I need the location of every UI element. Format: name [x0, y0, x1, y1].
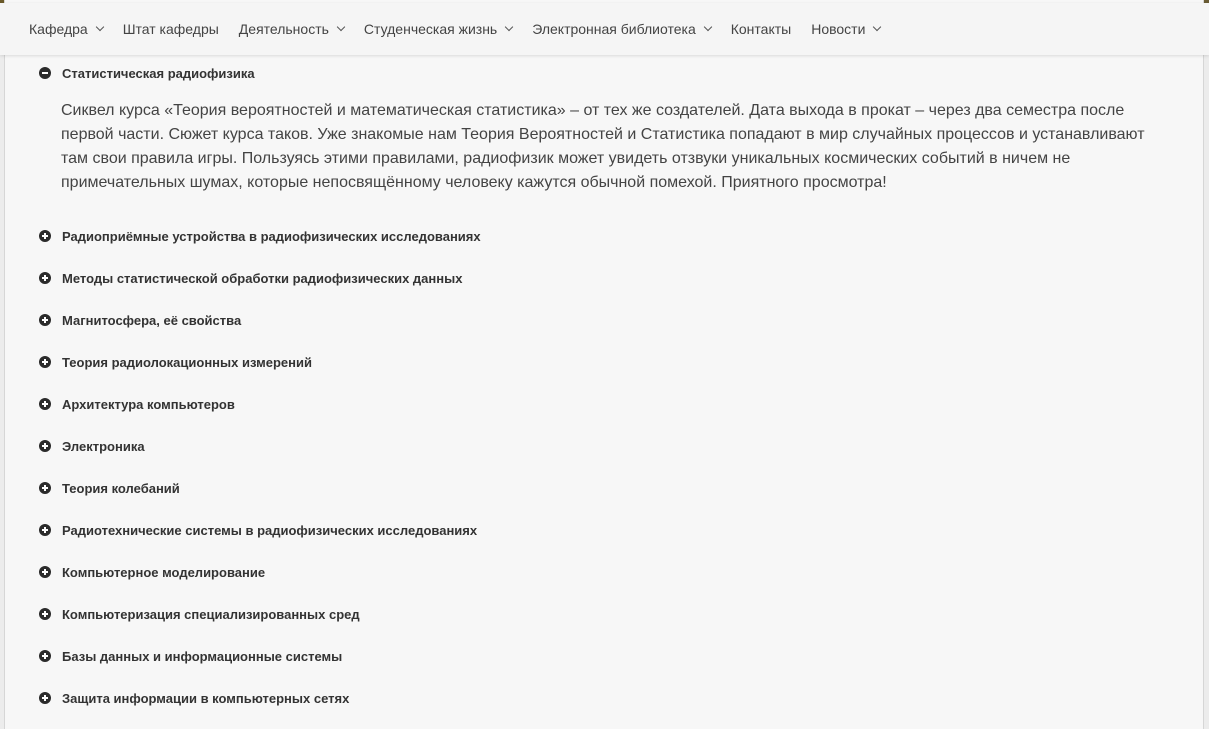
accordion-item	[5, 635, 1205, 677]
nav-item-5[interactable]	[532, 21, 711, 37]
accordion-item	[5, 509, 1205, 551]
accordion-item	[5, 383, 1205, 425]
accordion-title: Архитектура компьютеров	[62, 396, 235, 412]
accordion-title: Теория радиолокационных измерений	[62, 354, 312, 370]
chevron-down-icon	[873, 23, 881, 31]
accordion-body: Сиквел курса «Теория вероятностей и математическая статистика» – от тех же создателей. Дата выхода в прокат – через два семестра после первой части. Сюжет курса таков. Уже знакомые нам Теория Вероятностей и Статистика попадают в мир случайных процессов и устанавливают там свои правила игры. Пользуясь этими правилами, радиофизик может увидеть отзвуки уникальных космических событий в ничем не примечательных шумах, которые непосвящённому человеку кажутся обычной помехой. Приятного просмотра!	[61, 102, 1145, 191]
accordion-header[interactable]	[5, 509, 1205, 551]
nav-item-2[interactable]	[123, 21, 219, 37]
accordion-title: Электроника	[62, 438, 145, 454]
accordion-header[interactable]	[5, 593, 1205, 635]
accordion-title: Методы статистической обработки радиофизических данных	[62, 270, 463, 286]
chevron-down-icon	[95, 23, 103, 31]
accordion-title: Компьютеризация специализированных сред	[62, 606, 360, 622]
accordion-header[interactable]	[5, 677, 1205, 719]
plus-circle-icon	[39, 692, 51, 704]
nav-item-label: Студенческая жизнь	[363, 21, 498, 37]
main-navbar	[0, 3, 1209, 55]
accordion-title: Радиотехнические системы в радиофизических исследованиях	[62, 522, 478, 538]
nav-item-label: Новости	[811, 21, 866, 37]
accordion-title: Статистическая радиофизика	[62, 65, 255, 81]
accordion-title: Защита информации в компьютерных сетях	[62, 690, 350, 706]
plus-circle-icon	[39, 650, 51, 662]
accordion-header[interactable]	[5, 55, 1205, 91]
accordion-title: Базы данных и информационные системы	[62, 648, 343, 664]
accordion-item	[5, 341, 1205, 383]
nav-item-label: Кафедра	[29, 21, 88, 37]
accordion-header[interactable]	[5, 635, 1205, 677]
accordion-item	[5, 677, 1205, 719]
accordion-item	[5, 467, 1205, 509]
accordion-header[interactable]	[5, 383, 1205, 425]
plus-circle-icon	[39, 272, 51, 284]
nav-menu	[0, 3, 1209, 55]
nav-item-label: Контакты	[730, 21, 792, 37]
nav-item-label: Деятельность	[238, 21, 329, 37]
accordion-item	[5, 593, 1205, 635]
accordion-title: Компьютерное моделирование	[62, 564, 266, 580]
nav-item-6[interactable]	[731, 21, 791, 37]
plus-circle-icon	[39, 230, 51, 242]
plus-circle-icon	[39, 608, 51, 620]
nav-item-label: Электронная библиотека	[532, 21, 696, 37]
accordion-item	[5, 299, 1205, 341]
accordion-item	[5, 425, 1205, 467]
accordion-header[interactable]	[5, 257, 1205, 299]
accordion-collapsed-list	[5, 215, 1205, 719]
accordion-item	[5, 215, 1205, 257]
accordion-title: Теория колебаний	[62, 480, 180, 496]
accordion-header[interactable]	[5, 551, 1205, 593]
chevron-down-icon	[337, 23, 345, 31]
accordion-title: Магнитосфера, её свойства	[62, 312, 242, 328]
nav-item-4[interactable]	[364, 21, 512, 37]
accordion-header[interactable]	[5, 341, 1205, 383]
accordion-header[interactable]	[5, 215, 1205, 257]
nav-item-label: Штат кафедры	[122, 21, 219, 37]
plus-circle-icon	[39, 524, 51, 536]
nav-item-1[interactable]	[29, 21, 103, 37]
plus-circle-icon	[39, 398, 51, 410]
plus-circle-icon	[39, 566, 51, 578]
accordion-item	[5, 257, 1205, 299]
accordion-title: Радиоприёмные устройства в радиофизических исследованиях	[62, 228, 481, 244]
chevron-down-icon	[505, 23, 513, 31]
course-accordion	[5, 55, 1205, 719]
minus-circle-icon	[39, 67, 51, 79]
plus-circle-icon	[39, 482, 51, 494]
accordion-header[interactable]	[5, 299, 1205, 341]
plus-circle-icon	[39, 440, 51, 452]
plus-circle-icon	[39, 314, 51, 326]
page-container	[4, 0, 1204, 729]
accordion-item-open	[5, 55, 1205, 215]
chevron-down-icon	[703, 23, 711, 31]
nav-item-7[interactable]	[811, 21, 880, 37]
accordion-header[interactable]	[5, 467, 1205, 509]
plus-circle-icon	[39, 356, 51, 368]
nav-item-3[interactable]	[239, 21, 344, 37]
accordion-item	[5, 551, 1205, 593]
accordion-header[interactable]	[5, 425, 1205, 467]
